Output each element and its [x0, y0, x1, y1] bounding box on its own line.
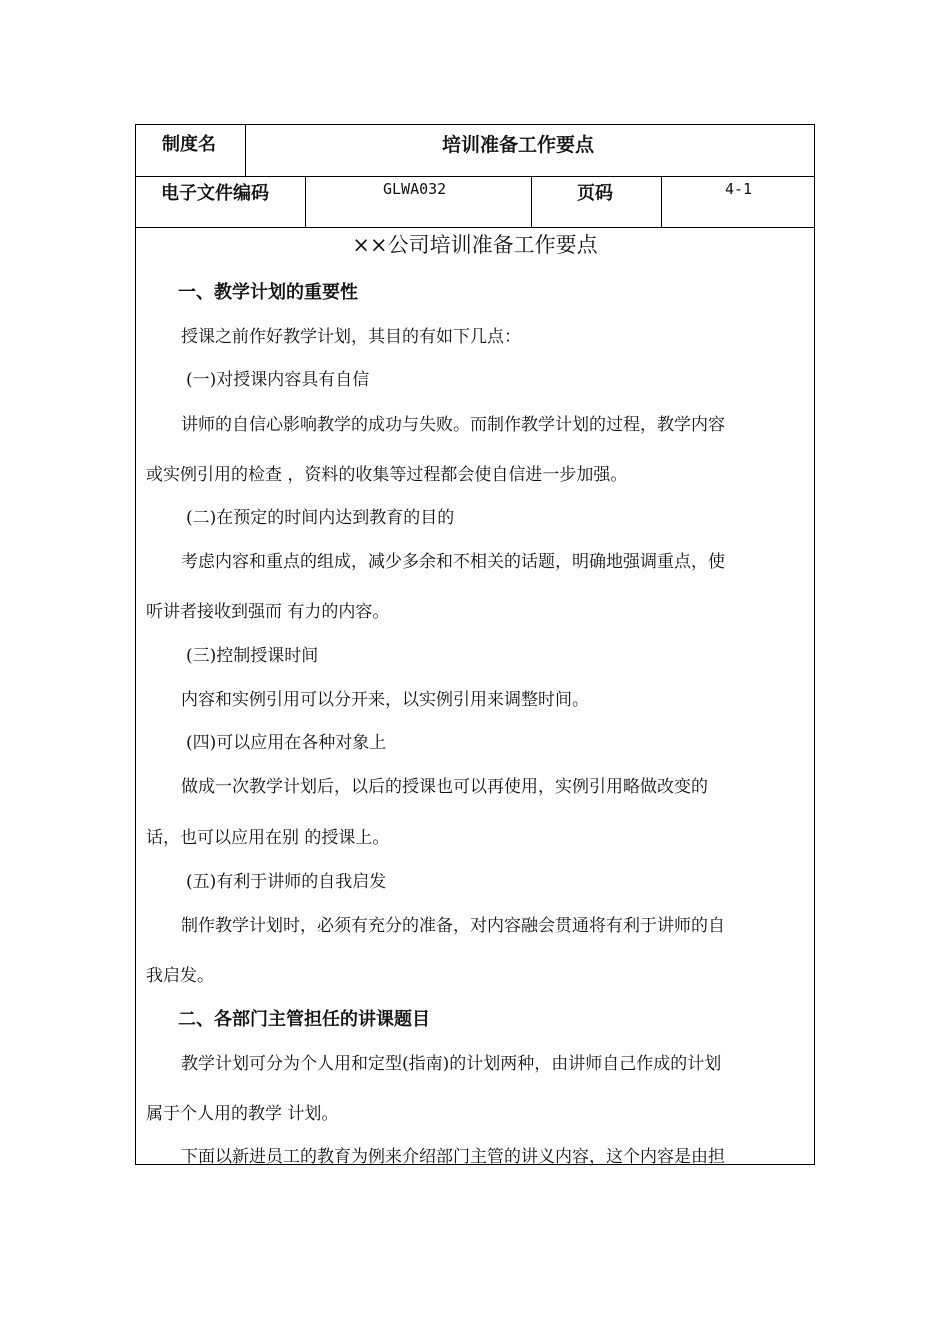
page-number: 4-1 [725, 180, 753, 198]
document-name: 培训准备工作要点 [442, 134, 595, 156]
subheading: (一)对授课内容具有自信 [186, 370, 370, 390]
paragraph: 我启发。 [146, 966, 214, 986]
paragraph: 授课之前作好教学计划，其目的有如下几点： [181, 327, 521, 347]
name-label-cell [136, 125, 246, 176]
paragraph: 听讲者接收到强而 有力的内容。 [146, 602, 390, 622]
section-heading-2: 二、各部门主管担任的讲课题目 [178, 1009, 430, 1030]
paragraph: 内容和实例引用可以分开来，以实例引用来调整时间。 [181, 690, 589, 710]
page-label-cell [532, 176, 662, 227]
code-value-cell [306, 176, 532, 227]
page-value-cell [662, 176, 814, 227]
header-row-code [136, 176, 814, 228]
code-label: 电子文件编码 [161, 183, 269, 204]
paragraph: 考虑内容和重点的组成，减少多余和不相关的话题，明确地强调重点，使 [181, 552, 725, 572]
file-code: GLWA032 [383, 180, 447, 198]
header-row-name [136, 125, 814, 177]
page-label: 页码 [577, 183, 613, 204]
name-value-cell [246, 125, 814, 176]
paragraph: 做成一次教学计划后，以后的授课也可以再使用，实例引用略做改变的 [181, 777, 708, 797]
code-label-cell [136, 176, 306, 227]
subheading: (二)在预定的时间内达到教育的目的 [186, 508, 455, 528]
document-title: ××公司培训准备工作要点 [352, 233, 598, 257]
paragraph: 属于个人用的教学 计划。 [146, 1104, 339, 1124]
paragraph: 制作教学计划时，必须有充分的准备，对内容融会贯通将有利于讲师的自 [181, 916, 725, 936]
paragraph: 教学计划可分为个人用和定型(指南)的计划两种，由讲师自己作成的计划 [181, 1054, 722, 1074]
document-body [136, 227, 814, 1167]
name-label: 制度名 [162, 134, 216, 155]
paragraph: 下面以新进员工的教育为例来介绍部门主管的讲义内容，这个内容是由担 [181, 1147, 725, 1167]
paragraph: 讲师的自信心影响教学的成功与失败。而制作教学计划的过程，教学内容 [181, 415, 725, 435]
subheading: (四)可以应用在各种对象上 [186, 733, 387, 753]
paragraph: 或实例引用的检查 ，资料的收集等过程都会使自信进一步加强。 [146, 465, 628, 485]
subheading: (三)控制授课时间 [186, 646, 319, 666]
section-heading-1: 一、教学计划的重要性 [178, 282, 358, 303]
document-table [135, 124, 815, 1165]
paragraph: 话，也可以应用在别 的授课上。 [146, 828, 390, 848]
subheading: (五)有利于讲师的自我启发 [186, 872, 387, 892]
